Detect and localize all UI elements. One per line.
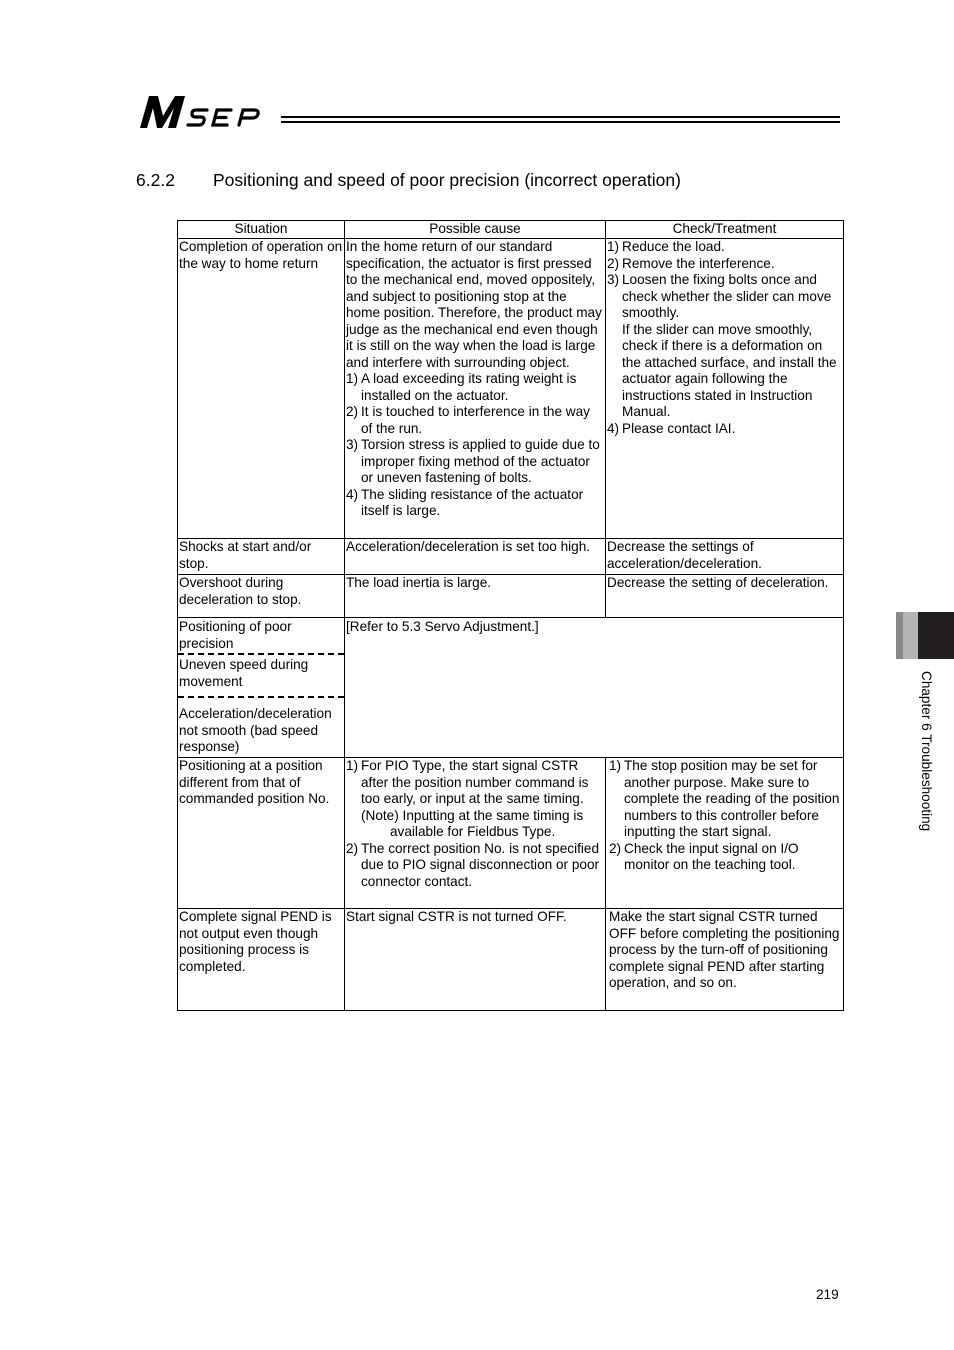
table-row bbox=[178, 758, 844, 909]
cause-cell: Start signal CSTR is not turned OFF. bbox=[345, 909, 606, 1011]
list-item: 1) Reduce the load. bbox=[607, 239, 725, 254]
list-item: 3) Torsion stress is applied to guide due to improper fixing method of the actuator or uneven fastening of bolts. bbox=[346, 437, 600, 485]
list-item: 2) It is touched to interference in the way of the run. bbox=[346, 404, 590, 436]
situation-cell: Positioning at a position different from that of commanded position No. bbox=[178, 758, 345, 909]
cause-cell: Acceleration/deceleration is set too high. bbox=[345, 539, 606, 575]
section-heading bbox=[136, 170, 681, 191]
situation-sub: Acceleration/deceleration not smooth (bad speed response) bbox=[179, 706, 332, 754]
situation-cell: Complete signal PEND is not output even though positioning process is completed. bbox=[178, 909, 345, 1011]
table-row bbox=[178, 539, 844, 575]
treatment-cell: Make the start signal CSTR turned OFF before completing the positioning process by the turn-off of positioning complete signal PEND after starting operation, and so on. bbox=[606, 909, 844, 1011]
list-item: 1) A load exceeding its rating weight is installed on the actuator. bbox=[346, 371, 577, 403]
treatment-cell bbox=[606, 239, 844, 539]
treatment-cell bbox=[606, 758, 844, 909]
list-item: 1) The stop position may be set for another purpose. Make sure to complete the reading of the position numbers to this controller before inputting the start signal. bbox=[609, 758, 840, 839]
situation-cell: Completion of operation on the way to home return bbox=[178, 239, 345, 539]
section-number: 6.2.2 bbox=[136, 170, 175, 190]
cause-cell bbox=[345, 758, 606, 909]
cause-cell: [Refer to 5.3 Servo Adjustment.] bbox=[345, 618, 844, 758]
list-item: 3) Loosen the fixing bolts once and check whether the slider can move smoothly. bbox=[607, 272, 832, 320]
cause-cell bbox=[345, 239, 606, 539]
cause-intro: In the home return of our standard specification, the actuator is first pressed to the mechanical end, moved oppositely, and subject to positioning stop at the home position. Therefore, the product may judge as the mechanical end even though it is still on the way when the load is large and interfere with surrounding object. bbox=[346, 239, 602, 370]
troubleshooting-table bbox=[177, 220, 844, 1011]
treatment-cell: Decrease the setting of deceleration. bbox=[606, 575, 844, 618]
list-item: 4) Please contact IAI. bbox=[607, 420, 736, 436]
situation-cell: Overshoot during deceleration to stop. bbox=[178, 575, 345, 618]
chapter-label: Chapter 6 Troubleshooting bbox=[919, 671, 934, 832]
table-row bbox=[178, 618, 844, 758]
list-item: 2) Check the input signal on I/O monitor on the teaching tool. bbox=[609, 840, 799, 872]
table-header-row bbox=[178, 221, 844, 239]
situation-cell bbox=[178, 618, 345, 758]
situation-sub: Uneven speed during movement bbox=[178, 655, 344, 698]
list-item: 1) For PIO Type, the start signal CSTR after the position number command is too early, or input at the same timing. bbox=[346, 758, 589, 806]
page-number: 219 bbox=[816, 1287, 839, 1302]
situation-cell: Shocks at start and/or stop. bbox=[178, 539, 345, 575]
situation-sub: Positioning of poor precision bbox=[178, 618, 344, 655]
table-row bbox=[178, 575, 844, 618]
note-line: (Note) Inputting at the same timing is bbox=[361, 807, 584, 823]
treatment-cell: Decrease the settings of acceleration/deceleration. bbox=[606, 539, 844, 575]
header-possible-cause: Possible cause bbox=[345, 221, 606, 239]
note-continuation: available for Fieldbus Type. bbox=[390, 824, 556, 839]
header-check-treatment: Check/Treatment bbox=[606, 221, 844, 239]
list-item: 2) The correct position No. is not specified due to PIO signal disconnection or poor connector contact. bbox=[346, 840, 600, 889]
list-item: If the slider can move smoothly, check if there is a deformation on the attached surface, and install the actuator again following the instructions stated in Instruction Manual. bbox=[622, 321, 837, 419]
header-rule-top bbox=[281, 116, 840, 118]
cause-cell: The load inertia is large. bbox=[345, 575, 606, 618]
header-rule-bottom bbox=[281, 121, 840, 123]
msep-logo bbox=[138, 92, 272, 132]
list-item: 2) Remove the interference. bbox=[607, 255, 775, 271]
header-situation: Situation bbox=[178, 221, 345, 239]
chapter-tab-shade-light bbox=[903, 612, 918, 659]
list-item: 4) The sliding resistance of the actuator itself is large. bbox=[346, 486, 584, 518]
chapter-tab bbox=[918, 612, 954, 659]
table-row bbox=[178, 909, 844, 1011]
section-title: Positioning and speed of poor precision (incorrect operation) bbox=[213, 170, 681, 190]
table-row bbox=[178, 239, 844, 539]
